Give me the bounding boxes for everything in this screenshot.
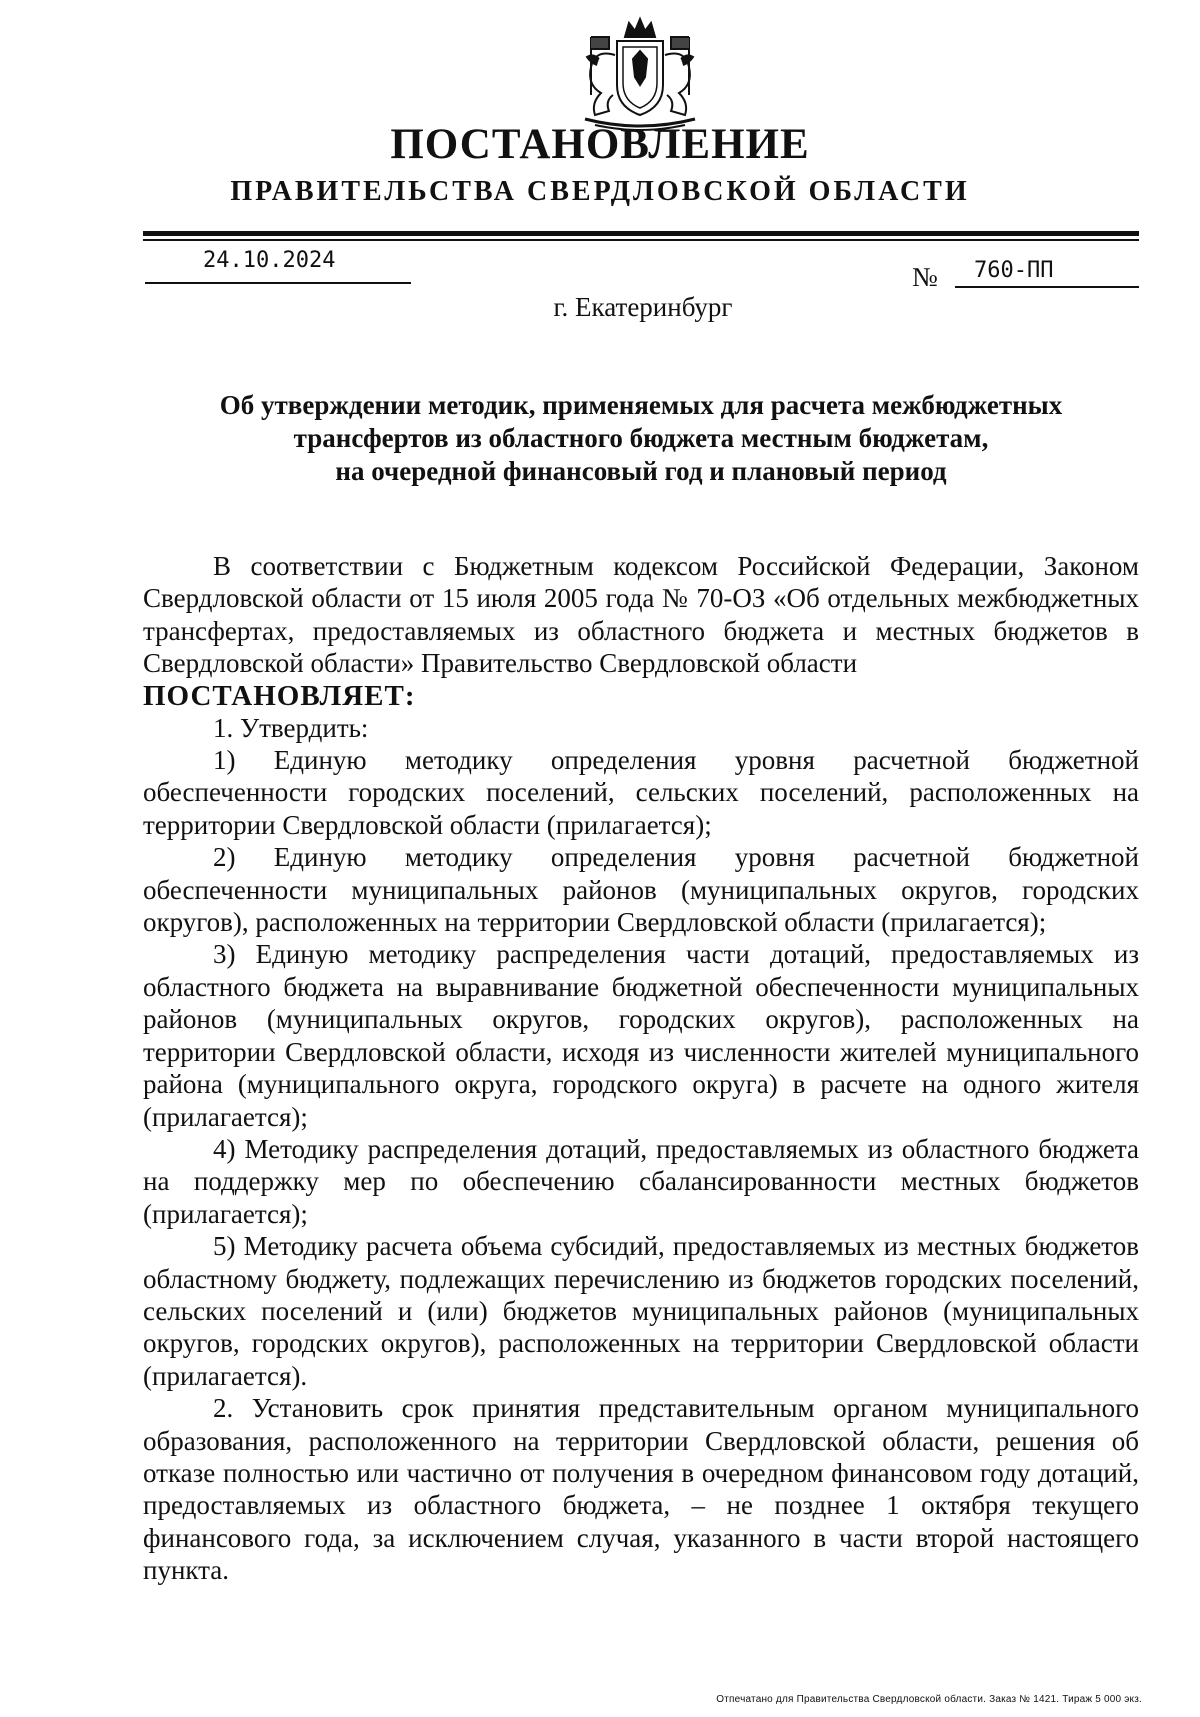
clause-1-1: 1) Единую методику определения уровня расчетной бюджетной обеспеченности городских поселений, сельских поселений, расположенных на территории Свердловской области (прилагается); bbox=[143, 745, 1139, 840]
clause-1-4: 4) Методику распределения дотаций, предоставляемых из областного бюджета на поддержку мер по обеспечению сбалансированности местных бюджетов (прилагается); bbox=[143, 1133, 1139, 1229]
document-subtitle: ПРАВИТЕЛЬСТВА СВЕРДЛОВСКОЙ ОБЛАСТИ bbox=[230, 176, 970, 207]
clause-2: 2. Установить срок принятия представительным органом муниципального образования, расположенного на территории Свердловской области, решения об отказе полностью или частично от получения в очередном финансовом году дотаций, предоставляемых из областного бюджета, – не позднее 1 октября текущего финансового года, за исключением случая, указанного в части второй настоящего пункта. bbox=[143, 1393, 1139, 1586]
heading-line: Об утверждении методик, применяемых для расчета межбюджетных bbox=[219, 390, 1063, 420]
decree-date: 24.10.2024 bbox=[203, 248, 336, 273]
decree-heading bbox=[143, 389, 1139, 488]
decree-number: 760-ПП bbox=[974, 258, 1054, 283]
preamble-paragraph: В соответствии с Бюджетным кодексом Российской Федерации, Законом Свердловской области от 15 июля 2005 года № 70-ОЗ «Об отдельных межбюджетных трансфертах, предоставляемых из областного бюджета и местных бюджетов в Свердловской области» Правительство Свердловской области bbox=[143, 551, 1139, 679]
header-divider-thick bbox=[143, 231, 1139, 236]
coat-of-arms-icon bbox=[565, 15, 715, 133]
clause-1-3: 3) Единую методику распределения части дотаций, предоставляемых из областного бюджета на выравнивание бюджетной обеспеченности муниципальных районов (муниципальных округов, городских округов), расположенных на территории Свердловской области, исходя из численности жителей муниципального района (муниципального округа, городского округа) в расчете на одного жителя (прилагается); bbox=[143, 939, 1139, 1132]
print-imprint: Отпечатано для Правительства Свердловской области. Заказ № 1421. Тираж 5 000 экз. bbox=[716, 1694, 1142, 1705]
clause-1-5: 5) Методику расчета объема субсидий, предоставляемых из местных бюджетов областному бюджету, подлежащих перечислению из бюджетов городских поселений, сельских поселений и (или) бюджетов муниципальных районов (муниципальных округов, городских округов), расположенных на территории Свердловской области (прилагается). bbox=[143, 1231, 1139, 1391]
number-underline bbox=[955, 286, 1139, 288]
decree-keyword: ПОСТАНОВЛЯЕТ: bbox=[143, 679, 416, 712]
heading-line: на очередной финансовый год и плановый период bbox=[335, 456, 947, 486]
document-title: ПОСТАНОВЛЕНИЕ bbox=[390, 121, 810, 168]
header-divider-thin bbox=[143, 239, 1139, 241]
decree-body bbox=[143, 550, 1139, 1587]
number-sign: № bbox=[912, 262, 938, 292]
date-underline bbox=[145, 282, 411, 284]
clause-1: 1. Утвердить: bbox=[213, 712, 369, 743]
clause-1-2: 2) Единую методику определения уровня расчетной бюджетной обеспеченности муниципальных районов (муниципальных округов, городских округов), расположенных на территории Свердловской области (прилагается); bbox=[143, 842, 1139, 938]
heading-line: трансфертов из областного бюджета местным бюджетам, bbox=[293, 423, 989, 453]
issue-city: г. Екатеринбург bbox=[553, 292, 733, 322]
